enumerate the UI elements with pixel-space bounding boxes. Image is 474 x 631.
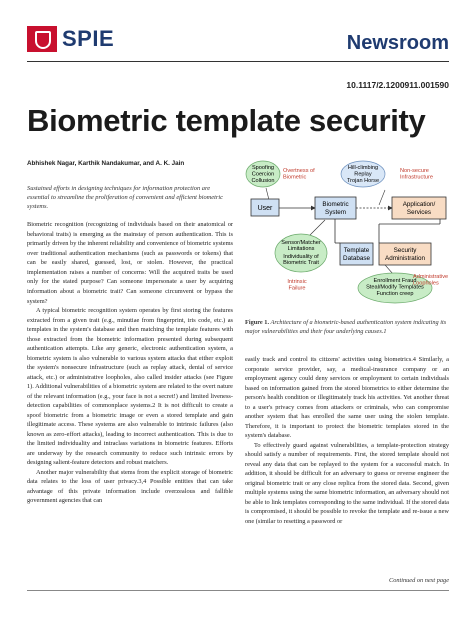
figure-label: Template: [343, 247, 370, 254]
left-column: [27, 160, 233, 506]
figure-label: Enrollment Fraud: [373, 278, 417, 284]
paragraph: A typical biometric recognition system operates by first storing the features extracted from a given trait (e.g., minutiae from fingerprint, iris code, etc.) as templates in the system's database and then matching the template features with those extracted from the biometric information presented during subsequent authentication attempts. Like any generic, electronic authentication system, a biometric system is also vulnerable to various system attacks that either exploit the system's nonsecure infrastructure (such as replay attack, denial of service attack, etc.) or administrative loopholes, also called insider attacks (see Figure 1). Additional vulnerabilities of a biometric system are related to the overt nature of the relevant information (e.g., your face is not a secret!) and limited liveness-detection capabilities of commonplace systems.2 It is not difficult to create a spoof biometric from a biometric image or even a stored template and gain illegitimate access. These systems are also vulnerable to intrinsic failures (also known as zero-effort attacks), leading to incorrect authentication. This is due to the limited individuality and intraclass variations in biometric features. Efforts are underway by the research community to reduce such intrinsic errors by designing salient-feature detectors and robust matchers.: [27, 307, 233, 467]
right-column: [245, 355, 449, 526]
figure-label: Failure: [288, 285, 306, 292]
authors: Abhishek Nagar, Karthik Nandakumar, and A. K. Jain: [27, 160, 185, 167]
paragraph: Biometric recognition (recognizing of individuals based on their anatomical or behavioral traits) is emerging as the mainstay of person authentication. This is primarily driven by the inherent reliability and convenience of biometric systems over traditional authentication mechanisms (such as passwords or tokens) that can be easily shared, guessed, lost, or stolen. However, the practical implementation raises a number of concerns: Will the acquired traits be used only for the stated purpose? Can someone impersonate a user by acquiring information about a biometric trait? Can someone circumvent or bypass the system?: [27, 221, 233, 305]
figure-label: Biometric: [322, 201, 349, 208]
caption-label: Figure 1.: [245, 319, 270, 326]
figure-label: Loopholes: [413, 280, 439, 287]
figure-label: Administration: [385, 255, 425, 262]
figure-label: Steal/Modify Templates: [366, 284, 424, 291]
figure-label: Hill-climbing: [347, 165, 379, 171]
figure-1-diagram: [245, 160, 451, 312]
logo-text: SPIE: [62, 26, 115, 51]
figure-label: Database: [343, 255, 370, 262]
abstract: Sustained efforts in designing techniques for information protection are essential to streamline the proliferation of convenient and efficient biometric systems.: [27, 184, 223, 211]
figure-label: Limitations: [287, 246, 315, 252]
spie-seal-icon: [27, 26, 57, 52]
figure-label: Security: [393, 247, 417, 254]
paragraph: To effectively guard against vulnerabilities, a template-protection strategy should satisfy a number of requirements. First, the stored template should not reveal any data that can be replayed to the system for a successful match. In addition, it should be difficult for an adversary to guess or reverse engineer the original biometric trait or any close replica from the stored data. Second, given multiple systems using the same biometric information, an adversary should not be able to link templates corresponding to the same individual. If the stored data is compromised, it should be possible to revoke the template and re-issue a new one (similar to resetting a password or: [245, 441, 449, 525]
figure-label: Administrative: [413, 274, 449, 280]
page-header: [27, 22, 449, 62]
figure-label: Coercion: [251, 171, 275, 178]
figure-label: Replay: [354, 171, 372, 178]
connector: [266, 188, 269, 200]
figure-label: User: [257, 205, 273, 212]
section-title: Newsroom: [346, 32, 449, 54]
figure-label: Intrinsic: [287, 279, 307, 285]
figure-label: Biometric Trait: [283, 260, 319, 266]
paragraph: Another major vulnerability that stems from the explicit storage of biometric data relates to the loss of user privacy.3,4 Possible entities that can take advantage of this private information include overzealous and fallible government agencies that can: [27, 468, 233, 505]
figure-label: Overtness of: [283, 168, 315, 174]
connector: [379, 190, 385, 205]
doi[interactable]: 10.1117/2.1200911.001590: [346, 80, 449, 90]
footer-divider: [27, 590, 449, 591]
figure-caption: [245, 318, 449, 336]
continued-note: Continued on next page: [389, 577, 449, 584]
figure-label: Biometric: [283, 174, 307, 181]
figure-label: Function creep: [376, 291, 414, 297]
figure-label: System: [325, 209, 346, 216]
figure-label: Trojan Horse: [346, 178, 380, 184]
figure-label: Services: [406, 209, 432, 216]
figure-label: Application/: [402, 201, 436, 208]
article-title: Biometric template security: [27, 103, 426, 138]
figure-label: Sensor/Matcher: [281, 240, 321, 246]
figure-label: Collusion: [251, 178, 275, 184]
spie-logo[interactable]: [27, 26, 114, 52]
figure-label: Infrastructure: [400, 174, 433, 181]
left-body: [27, 220, 233, 505]
caption-text: Architecture of a biometric-based authentication system indicating its major vulnerabilities and their four underlying causes.1: [245, 319, 447, 336]
paragraph: easily track and control its citizens' activities using biometrics.4 Similarly, a corporate service provider, say, a medical-insurance company or an employment agency could deny services or employment to certain individuals based on information gained from the stored biometrics to either determine the person's health condition or illegitimately track his activities. Yet another threat to a user's privacy comes from attackers or criminals, who can compromise another system that has enrolled the same user using the stolen template. Therefore, it is important to protect the biometric templates stored in the system's database.: [245, 356, 449, 440]
figure-label: Spoofing: [251, 165, 275, 171]
figure-label: Non-secure: [400, 168, 429, 174]
figure-label: Individuality of: [283, 254, 319, 260]
